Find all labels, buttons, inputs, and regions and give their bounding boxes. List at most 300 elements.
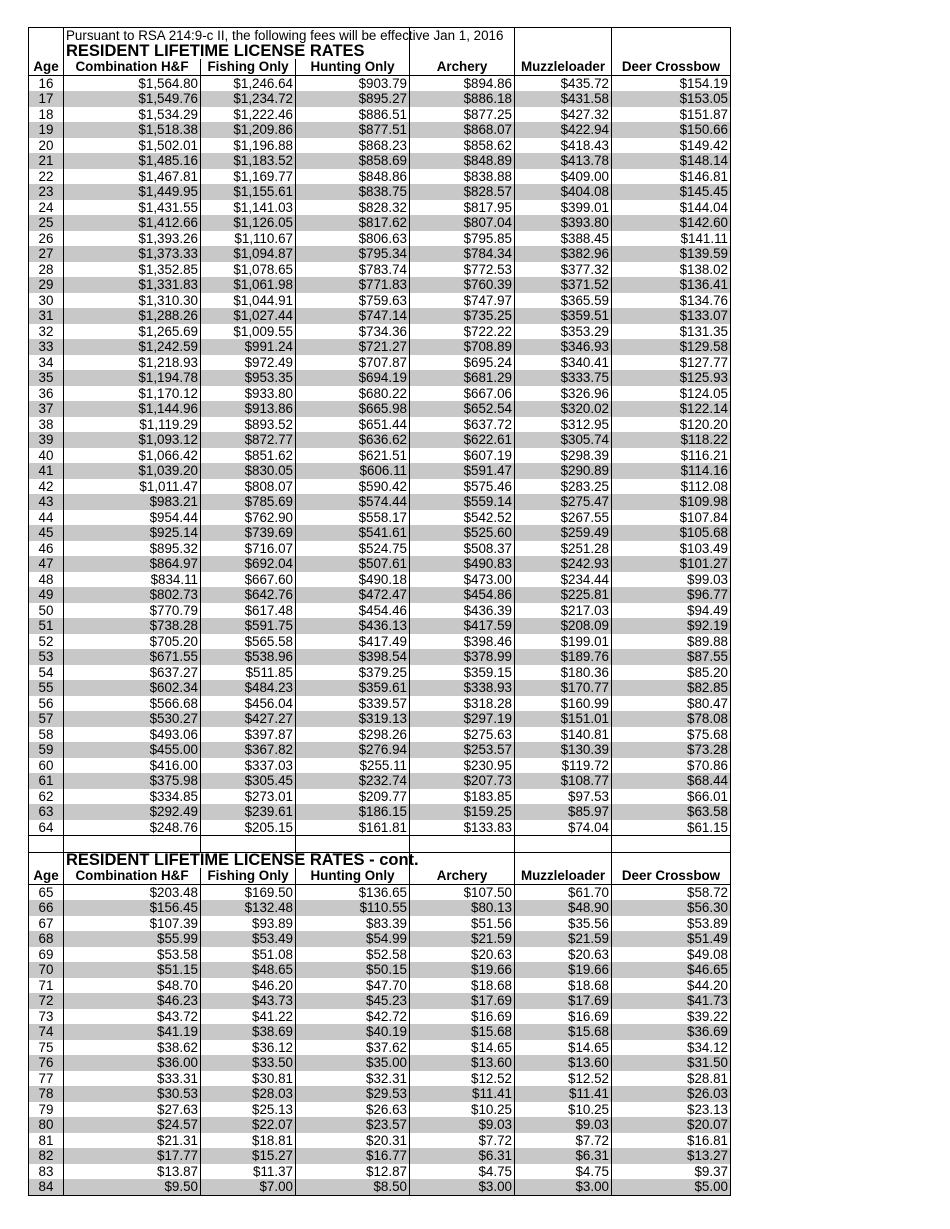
muzzleloader-cell: $320.02: [515, 401, 612, 417]
hunting-only-cell: $541.61: [296, 525, 410, 541]
table-row: [29, 1040, 731, 1056]
hunting-only-cell: $54.99: [296, 931, 410, 947]
fishing-only-cell: $18.81: [201, 1133, 296, 1149]
fishing-only-cell: $913.86: [201, 401, 296, 417]
age-cell: 71: [29, 978, 64, 994]
archery-cell: $21.59: [410, 931, 515, 947]
archery-cell: $14.65: [410, 1040, 515, 1056]
fishing-only-cell: $41.22: [201, 1009, 296, 1025]
muzzleloader-cell: $382.96: [515, 246, 612, 262]
muzzleloader-cell: $140.81: [515, 727, 612, 743]
table-row: [29, 884, 731, 900]
blank-cell: [612, 836, 731, 853]
muzzleloader-cell: $10.25: [515, 1102, 612, 1118]
age-cell: 36: [29, 386, 64, 402]
table-row: [29, 215, 731, 231]
table-row: [29, 804, 731, 820]
table-row: [29, 900, 731, 916]
fishing-only-cell: $872.77: [201, 432, 296, 448]
hunting-only-cell: $298.26: [296, 727, 410, 743]
muzzleloader-cell: $18.68: [515, 978, 612, 994]
age-cell: 82: [29, 1148, 64, 1164]
age-cell: 84: [29, 1179, 64, 1195]
table-row: [29, 339, 731, 355]
combination-hf-cell: $1,011.47: [64, 479, 201, 495]
hunting-only-cell: $783.74: [296, 262, 410, 278]
fishing-only-cell: $169.50: [201, 884, 296, 900]
muzzleloader-cell: $61.70: [515, 884, 612, 900]
fishing-only-cell: $22.07: [201, 1117, 296, 1133]
combination-hf-cell: $1,534.29: [64, 107, 201, 123]
muzzleloader-cell: $365.59: [515, 293, 612, 309]
age-cell: 77: [29, 1071, 64, 1087]
deer-crossbow-cell: $129.58: [612, 339, 731, 355]
table-row: [29, 1055, 731, 1071]
archery-cell: $12.52: [410, 1071, 515, 1087]
column-header-deer-crossbow: Deer Crossbow: [612, 868, 731, 884]
muzzleloader-cell: $151.01: [515, 711, 612, 727]
combination-hf-cell: $334.85: [64, 789, 201, 805]
archery-cell: $784.34: [410, 246, 515, 262]
archery-cell: $848.89: [410, 153, 515, 169]
muzzleloader-cell: $180.36: [515, 665, 612, 681]
blank-cell: [515, 852, 612, 868]
table-row: [29, 603, 731, 619]
fishing-only-cell: $93.89: [201, 916, 296, 932]
table-row: [29, 153, 731, 169]
hunting-only-cell: $903.79: [296, 75, 410, 91]
muzzleloader-cell: $17.69: [515, 993, 612, 1009]
hunting-only-cell: $877.51: [296, 122, 410, 138]
muzzleloader-cell: $393.80: [515, 215, 612, 231]
muzzleloader-cell: $326.96: [515, 386, 612, 402]
muzzleloader-cell: $119.72: [515, 758, 612, 774]
deer-crossbow-cell: $68.44: [612, 773, 731, 789]
archery-cell: $795.85: [410, 231, 515, 247]
deer-crossbow-cell: $23.13: [612, 1102, 731, 1118]
age-cell: 29: [29, 277, 64, 293]
table-row: [29, 401, 731, 417]
column-header-hunting-only: Hunting Only: [296, 868, 410, 884]
muzzleloader-cell: $333.75: [515, 370, 612, 386]
archery-cell: $436.39: [410, 603, 515, 619]
muzzleloader-cell: $283.25: [515, 479, 612, 495]
fishing-only-cell: $11.37: [201, 1164, 296, 1180]
deer-crossbow-cell: $142.60: [612, 215, 731, 231]
combination-hf-cell: $1,288.26: [64, 308, 201, 324]
combination-hf-cell: $1,310.30: [64, 293, 201, 309]
archery-cell: $886.18: [410, 91, 515, 107]
age-cell: 65: [29, 884, 64, 900]
table-row: [29, 711, 731, 727]
deer-crossbow-cell: $149.42: [612, 138, 731, 154]
age-cell: 22: [29, 169, 64, 185]
fishing-only-cell: $1,110.67: [201, 231, 296, 247]
age-cell: 24: [29, 200, 64, 216]
archery-cell: $359.15: [410, 665, 515, 681]
column-header-muzzleloader: Muzzleloader: [515, 868, 612, 884]
hunting-only-cell: $771.83: [296, 277, 410, 293]
table-row: [29, 138, 731, 154]
deer-crossbow-cell: $112.08: [612, 479, 731, 495]
archery-cell: $17.69: [410, 993, 515, 1009]
deer-crossbow-cell: $44.20: [612, 978, 731, 994]
column-header-muzzleloader: Muzzleloader: [515, 59, 612, 75]
blank-cell: [515, 836, 612, 853]
age-cell: 34: [29, 355, 64, 371]
hunting-only-cell: $886.51: [296, 107, 410, 123]
combination-hf-cell: $1,242.59: [64, 339, 201, 355]
age-cell: 76: [29, 1055, 64, 1071]
deer-crossbow-cell: $103.49: [612, 541, 731, 557]
archery-cell: $15.68: [410, 1024, 515, 1040]
age-cell: 73: [29, 1009, 64, 1025]
blank-cell: [201, 836, 296, 853]
archery-cell: $159.25: [410, 804, 515, 820]
combination-hf-cell: $1,066.42: [64, 448, 201, 464]
fishing-only-cell: $1,209.86: [201, 122, 296, 138]
fishing-only-cell: $692.04: [201, 556, 296, 572]
deer-crossbow-cell: $131.35: [612, 324, 731, 340]
fishing-only-cell: $716.07: [201, 541, 296, 557]
fishing-only-cell: $132.48: [201, 900, 296, 916]
blank-cell: [410, 852, 515, 868]
fishing-only-cell: $30.81: [201, 1071, 296, 1087]
fishing-only-cell: $53.49: [201, 931, 296, 947]
age-cell: 57: [29, 711, 64, 727]
archery-cell: $133.83: [410, 820, 515, 836]
muzzleloader-cell: $85.97: [515, 804, 612, 820]
fishing-only-cell: $591.75: [201, 618, 296, 634]
deer-crossbow-cell: $136.41: [612, 277, 731, 293]
archery-cell: $525.60: [410, 525, 515, 541]
fishing-only-cell: $1,044.91: [201, 293, 296, 309]
deer-crossbow-cell: $85.20: [612, 665, 731, 681]
archery-cell: $338.93: [410, 680, 515, 696]
hunting-only-cell: $490.18: [296, 572, 410, 588]
table-row: [29, 75, 731, 91]
muzzleloader-cell: $290.89: [515, 463, 612, 479]
age-cell: 62: [29, 789, 64, 805]
archery-cell: $417.59: [410, 618, 515, 634]
hunting-only-cell: $868.23: [296, 138, 410, 154]
deer-crossbow-cell: $13.27: [612, 1148, 731, 1164]
age-cell: 37: [29, 401, 64, 417]
combination-hf-cell: $738.28: [64, 618, 201, 634]
hunting-only-cell: $636.62: [296, 432, 410, 448]
hunting-only-cell: $707.87: [296, 355, 410, 371]
spacer-row: [29, 836, 731, 853]
age-cell: 58: [29, 727, 64, 743]
combination-hf-cell: $1,412.66: [64, 215, 201, 231]
table-row: [29, 742, 731, 758]
hunting-only-cell: $16.77: [296, 1148, 410, 1164]
deer-crossbow-cell: $73.28: [612, 742, 731, 758]
age-cell: 50: [29, 603, 64, 619]
hunting-only-cell: $436.13: [296, 618, 410, 634]
deer-crossbow-cell: $82.85: [612, 680, 731, 696]
muzzleloader-cell: $267.55: [515, 510, 612, 526]
table-row: [29, 1024, 731, 1040]
hunting-only-cell: $524.75: [296, 541, 410, 557]
archery-cell: $807.04: [410, 215, 515, 231]
table-row: [29, 107, 731, 123]
age-cell: 78: [29, 1086, 64, 1102]
archery-cell: $230.95: [410, 758, 515, 774]
fishing-only-cell: $830.05: [201, 463, 296, 479]
hunting-only-cell: $23.57: [296, 1117, 410, 1133]
fishing-only-cell: $46.20: [201, 978, 296, 994]
hunting-only-cell: $665.98: [296, 401, 410, 417]
age-cell: 21: [29, 153, 64, 169]
muzzleloader-cell: $3.00: [515, 1179, 612, 1195]
deer-crossbow-cell: $99.03: [612, 572, 731, 588]
table-row: [29, 1009, 731, 1025]
hunting-only-cell: $759.63: [296, 293, 410, 309]
fishing-only-cell: $1,126.05: [201, 215, 296, 231]
table-row: [29, 978, 731, 994]
deer-crossbow-cell: $63.58: [612, 804, 731, 820]
combination-hf-cell: $530.27: [64, 711, 201, 727]
blank-cell: [64, 836, 201, 853]
muzzleloader-cell: $353.29: [515, 324, 612, 340]
table-row: [29, 386, 731, 402]
effective-note: Pursuant to RSA 214:9-c II, the following fees will be effective Jan 1, 2016: [64, 28, 410, 44]
deer-crossbow-cell: $120.20: [612, 417, 731, 433]
deer-crossbow-cell: $34.12: [612, 1040, 731, 1056]
deer-crossbow-cell: $92.19: [612, 618, 731, 634]
table-row: [29, 463, 731, 479]
combination-hf-cell: $566.68: [64, 696, 201, 712]
archery-cell: $3.00: [410, 1179, 515, 1195]
archery-cell: $80.13: [410, 900, 515, 916]
hunting-only-cell: $26.63: [296, 1102, 410, 1118]
combination-hf-cell: $637.27: [64, 665, 201, 681]
archery-cell: $760.39: [410, 277, 515, 293]
column-header-age: Age: [29, 868, 64, 884]
deer-crossbow-cell: $46.65: [612, 962, 731, 978]
table-row: [29, 931, 731, 947]
fishing-only-cell: $538.96: [201, 649, 296, 665]
archery-cell: $559.14: [410, 494, 515, 510]
blank-cell: [29, 852, 64, 868]
fishing-only-cell: $397.87: [201, 727, 296, 743]
fishing-only-cell: $28.03: [201, 1086, 296, 1102]
age-cell: 27: [29, 246, 64, 262]
deer-crossbow-cell: $16.81: [612, 1133, 731, 1149]
table-row: [29, 773, 731, 789]
archery-cell: $607.19: [410, 448, 515, 464]
fishing-only-cell: $1,169.77: [201, 169, 296, 185]
hunting-only-cell: $32.31: [296, 1071, 410, 1087]
combination-hf-cell: $864.97: [64, 556, 201, 572]
archery-cell: $695.24: [410, 355, 515, 371]
deer-crossbow-cell: $31.50: [612, 1055, 731, 1071]
deer-crossbow-cell: $141.11: [612, 231, 731, 247]
deer-crossbow-cell: $114.16: [612, 463, 731, 479]
table-row: [29, 494, 731, 510]
deer-crossbow-cell: $134.76: [612, 293, 731, 309]
archery-cell: $858.62: [410, 138, 515, 154]
muzzleloader-cell: $16.69: [515, 1009, 612, 1025]
fishing-only-cell: $762.90: [201, 510, 296, 526]
combination-hf-cell: $983.21: [64, 494, 201, 510]
combination-hf-cell: $671.55: [64, 649, 201, 665]
hunting-only-cell: $209.77: [296, 789, 410, 805]
combination-hf-cell: $834.11: [64, 572, 201, 588]
column-header-archery: Archery: [410, 59, 515, 75]
archery-cell: $207.73: [410, 773, 515, 789]
fishing-only-cell: $33.50: [201, 1055, 296, 1071]
combination-hf-cell: $43.72: [64, 1009, 201, 1025]
hunting-only-cell: $858.69: [296, 153, 410, 169]
hunting-only-cell: $47.70: [296, 978, 410, 994]
deer-crossbow-cell: $101.27: [612, 556, 731, 572]
age-cell: 18: [29, 107, 64, 123]
fishing-only-cell: $484.23: [201, 680, 296, 696]
fishing-only-cell: $25.13: [201, 1102, 296, 1118]
combination-hf-cell: $292.49: [64, 804, 201, 820]
combination-hf-cell: $1,144.96: [64, 401, 201, 417]
muzzleloader-cell: $19.66: [515, 962, 612, 978]
deer-crossbow-cell: $49.08: [612, 947, 731, 963]
section1-title: RESIDENT LIFETIME LICENSE RATES: [64, 44, 410, 60]
fishing-only-cell: $1,009.55: [201, 324, 296, 340]
table-row: [29, 665, 731, 681]
combination-hf-cell: $1,093.12: [64, 432, 201, 448]
column-header-combination-hf: Combination H&F: [64, 868, 201, 884]
age-cell: 61: [29, 773, 64, 789]
muzzleloader-cell: $312.95: [515, 417, 612, 433]
table-row: [29, 277, 731, 293]
hunting-only-cell: $35.00: [296, 1055, 410, 1071]
age-cell: 43: [29, 494, 64, 510]
table-row: [29, 293, 731, 309]
muzzleloader-cell: $418.43: [515, 138, 612, 154]
deer-crossbow-cell: $80.47: [612, 696, 731, 712]
hunting-only-cell: $747.14: [296, 308, 410, 324]
table-row: [29, 200, 731, 216]
blank-cell: [515, 28, 612, 44]
table-row: [29, 696, 731, 712]
fishing-only-cell: $456.04: [201, 696, 296, 712]
muzzleloader-cell: $199.01: [515, 634, 612, 650]
combination-hf-cell: $375.98: [64, 773, 201, 789]
table-row: [29, 947, 731, 963]
deer-crossbow-cell: $66.01: [612, 789, 731, 805]
archery-cell: $253.57: [410, 742, 515, 758]
hunting-only-cell: $734.36: [296, 324, 410, 340]
combination-hf-cell: $33.31: [64, 1071, 201, 1087]
hunting-only-cell: $680.22: [296, 386, 410, 402]
blank-cell: [29, 44, 64, 60]
age-cell: 54: [29, 665, 64, 681]
combination-hf-cell: $17.77: [64, 1148, 201, 1164]
combination-hf-cell: $248.76: [64, 820, 201, 836]
table-row: [29, 246, 731, 262]
table-row: [29, 680, 731, 696]
archery-cell: $6.31: [410, 1148, 515, 1164]
table-row: [29, 324, 731, 340]
table-row: [29, 1071, 731, 1087]
hunting-only-cell: $232.74: [296, 773, 410, 789]
combination-hf-cell: $705.20: [64, 634, 201, 650]
muzzleloader-cell: $12.52: [515, 1071, 612, 1087]
hunting-only-cell: $558.17: [296, 510, 410, 526]
deer-crossbow-cell: $39.22: [612, 1009, 731, 1025]
age-cell: 70: [29, 962, 64, 978]
combination-hf-cell: $53.58: [64, 947, 201, 963]
age-cell: 44: [29, 510, 64, 526]
age-cell: 74: [29, 1024, 64, 1040]
fishing-only-cell: $273.01: [201, 789, 296, 805]
age-cell: 51: [29, 618, 64, 634]
combination-hf-cell: $1,119.29: [64, 417, 201, 433]
deer-crossbow-cell: $138.02: [612, 262, 731, 278]
age-cell: 64: [29, 820, 64, 836]
age-cell: 16: [29, 75, 64, 91]
muzzleloader-cell: $399.01: [515, 200, 612, 216]
age-cell: 28: [29, 262, 64, 278]
age-cell: 60: [29, 758, 64, 774]
age-cell: 75: [29, 1040, 64, 1056]
muzzleloader-cell: $208.09: [515, 618, 612, 634]
age-cell: 35: [29, 370, 64, 386]
archery-cell: $622.61: [410, 432, 515, 448]
fishing-only-cell: $43.73: [201, 993, 296, 1009]
hunting-only-cell: $379.25: [296, 665, 410, 681]
age-cell: 69: [29, 947, 64, 963]
combination-hf-cell: $51.15: [64, 962, 201, 978]
blank-cell: [410, 44, 515, 60]
hunting-only-cell: $42.72: [296, 1009, 410, 1025]
column-header-deer-crossbow: Deer Crossbow: [612, 59, 731, 75]
deer-crossbow-cell: $56.30: [612, 900, 731, 916]
archery-cell: $9.03: [410, 1117, 515, 1133]
muzzleloader-cell: $15.68: [515, 1024, 612, 1040]
archery-cell: $681.29: [410, 370, 515, 386]
lifetime-license-rates-table: [28, 27, 731, 1196]
muzzleloader-cell: $225.81: [515, 587, 612, 603]
hunting-only-cell: $806.63: [296, 231, 410, 247]
combination-hf-cell: $30.53: [64, 1086, 201, 1102]
hunting-only-cell: $590.42: [296, 479, 410, 495]
combination-hf-cell: $1,518.38: [64, 122, 201, 138]
deer-crossbow-cell: $116.21: [612, 448, 731, 464]
fishing-only-cell: $1,141.03: [201, 200, 296, 216]
section2-title: RESIDENT LIFETIME LICENSE RATES - cont.: [64, 852, 410, 868]
deer-crossbow-cell: $125.93: [612, 370, 731, 386]
table-row: [29, 355, 731, 371]
combination-hf-cell: $38.62: [64, 1040, 201, 1056]
archery-cell: $772.53: [410, 262, 515, 278]
deer-crossbow-cell: $139.59: [612, 246, 731, 262]
combination-hf-cell: $1,331.83: [64, 277, 201, 293]
muzzleloader-cell: $97.53: [515, 789, 612, 805]
table-row: [29, 649, 731, 665]
archery-cell: $877.25: [410, 107, 515, 123]
combination-hf-cell: $9.50: [64, 1179, 201, 1195]
column-header-hunting-only: Hunting Only: [296, 59, 410, 75]
hunting-only-cell: $52.58: [296, 947, 410, 963]
archery-cell: $13.60: [410, 1055, 515, 1071]
muzzleloader-cell: $305.74: [515, 432, 612, 448]
hunting-only-cell: $37.62: [296, 1040, 410, 1056]
hunting-only-cell: $20.31: [296, 1133, 410, 1149]
table-row: [29, 510, 731, 526]
age-cell: 32: [29, 324, 64, 340]
archery-cell: $722.22: [410, 324, 515, 340]
